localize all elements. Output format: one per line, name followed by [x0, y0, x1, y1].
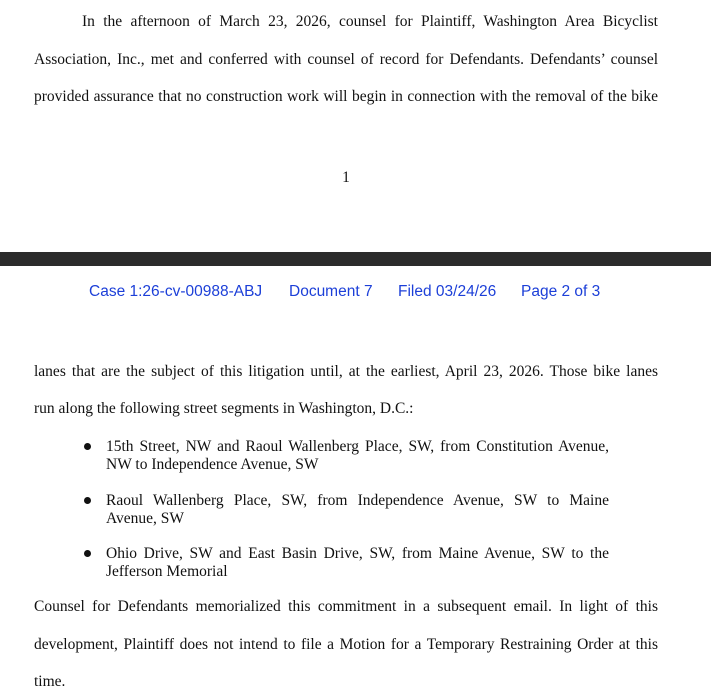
- document-number: Document 7: [289, 283, 373, 300]
- page-number: 1: [342, 169, 350, 186]
- paragraph-line: provided assurance that no construction work will begin in connection with the removal of the bike: [34, 88, 658, 105]
- paragraph-line: development, Plaintiff does not intend to file a Motion for a Temporary Restraining Order at this: [34, 636, 658, 653]
- bullet-icon: [84, 497, 91, 504]
- list-item-continuation: Avenue, SW: [106, 510, 185, 527]
- paragraph-line: time.: [34, 673, 66, 688]
- list-item-continuation: Jefferson Memorial: [106, 563, 228, 580]
- paragraph-line: In the afternoon of March 23, 2026, counsel for Plaintiff, Washington Area Bicyclist: [82, 13, 658, 30]
- list-item-continuation: NW to Independence Avenue, SW: [106, 456, 319, 473]
- bullet-icon: [84, 443, 91, 450]
- paragraph-line: Association, Inc., met and conferred with counsel of record for Defendants. Defendants’ counsel: [34, 51, 658, 68]
- paragraph-line: lanes that are the subject of this litigation until, at the earliest, April 23, 2026. Those bike lanes: [34, 363, 658, 380]
- case-number: Case 1:26-cv-00988-ABJ: [89, 283, 263, 300]
- page-divider: [0, 252, 711, 266]
- bullet-icon: [84, 550, 91, 557]
- filed-date: Filed 03/24/26: [398, 283, 497, 300]
- page-indicator: Page 2 of 3: [521, 283, 601, 300]
- paragraph-line: Counsel for Defendants memorialized this commitment in a subsequent email. In light of this: [34, 598, 658, 615]
- list-item: 15th Street, NW and Raoul Wallenberg Place, SW, from Constitution Avenue,: [106, 438, 609, 455]
- document-page-2: [0, 266, 711, 688]
- list-item: Raoul Wallenberg Place, SW, from Independence Avenue, SW to Maine: [106, 492, 609, 509]
- paragraph-line: run along the following street segments in Washington, D.C.:: [34, 400, 414, 417]
- list-item: Ohio Drive, SW and East Basin Drive, SW, from Maine Avenue, SW to the: [106, 545, 609, 562]
- document-page-1: [0, 0, 711, 252]
